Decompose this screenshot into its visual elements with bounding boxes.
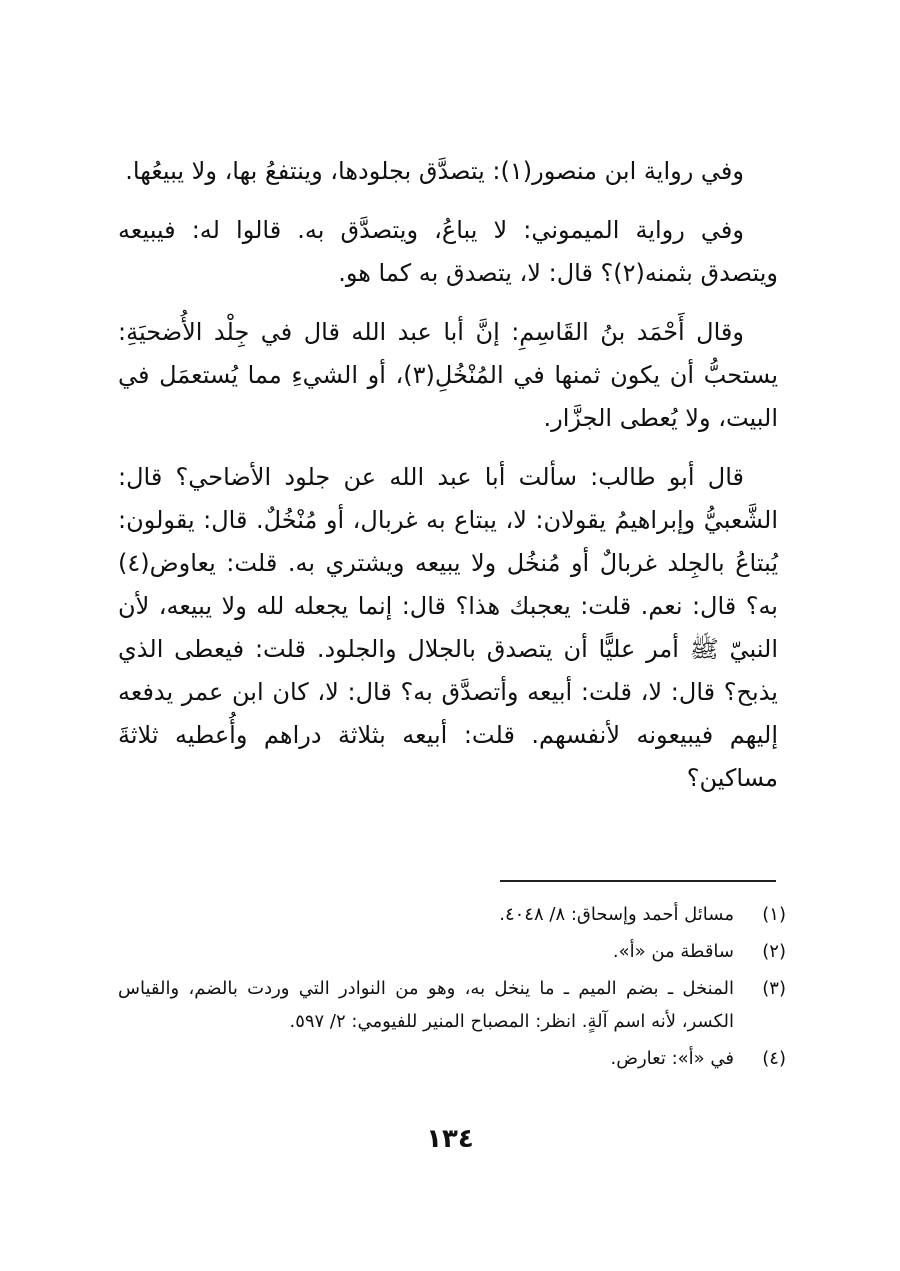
paragraph-maymuni: وفي رواية الميموني: لا يباعُ، ويتصدَّق به. قالوا له: فيبيعه ويتصدق بثمنه(٢)؟ قال: لا، يتصدق به كما هو. [118,216,778,287]
footnote-number: (٣) [762,978,786,999]
footnote-number: (٢) [762,941,786,962]
footnote-4 [118,1042,786,1075]
footnote-divider [500,880,776,882]
paragraph-abu-talib: قال أبو طالب: سألت أبا عبد الله عن جلود الأضاحي؟ قال: الشَّعبيُّ وإبراهيمُ يقولان: لا، يبتاع به غربال، أو مُنْخُلٌ. قال: يقولون: يُبتاعُ بالجِلد غربالٌ أو مُنخُل ولا يبيعه ويشتري به. قلت: يعاوض(٤) به؟ قال: نعم. قلت: يعجبك هذا؟ قال: إنما يجعله لله ولا يبيعه، لأن النبيّ ﷺ أمر عليًّا أن يتصدق بالجلال والجلود. قلت: فيعطى الذي يذبح؟ قال: لا، قلت: أبيعه وأتصدَّق به؟ قال: لا، كان ابن عمر يدفعه إليهم فيبيعونه لأنفسهم. قلت: أبيعه بثلاثة دراهم وأُعطيه ثلاثةَ مساكين؟ [118,463,778,792]
footnote-text: في «أ»: تعارض. [610,1048,734,1069]
main-text [118,150,778,816]
paragraph-ibn-mansur: وفي رواية ابن منصور(١): يتصدَّق بجلودها، وينتفعُ بها، ولا يبيعُها. [125,157,744,185]
footnote-number: (١) [762,904,786,925]
footnote-3 [118,972,786,1038]
paragraph-ahmad-ibn-qasim: وقال أَحْمَد بنُ القَاسِمِ: إنَّ أبا عبد الله قال في جِلْد الأُضحيَةِ: يستحبُّ أن يكون ثمنها في المُنْخُلِ(٣)، أو الشيءِ مما يُستعمَل في البيت، ولا يُعطى الجزَّار. [118,318,779,432]
page-number: ١٣٤ [426,1124,474,1154]
footnote-text: ساقطة من «أ». [612,941,734,962]
footnote-2 [118,935,786,968]
footnote-1 [118,898,786,931]
footnote-text: المنخل ـ بضم الميم ـ ما ينخل به، وهو من النوادر التي وردت بالضم، والقياس الكسر، لأنه اسم آلةٍ. انظر: المصباح المنير للفيومي: ٢/ ٥٩٧. [118,978,734,1032]
footnote-number: (٤) [762,1048,786,1069]
footnotes [118,898,786,1079]
footnote-text: مسائل أحمد وإسحاق: ٨/ ٤٠٤٨. [499,904,734,925]
